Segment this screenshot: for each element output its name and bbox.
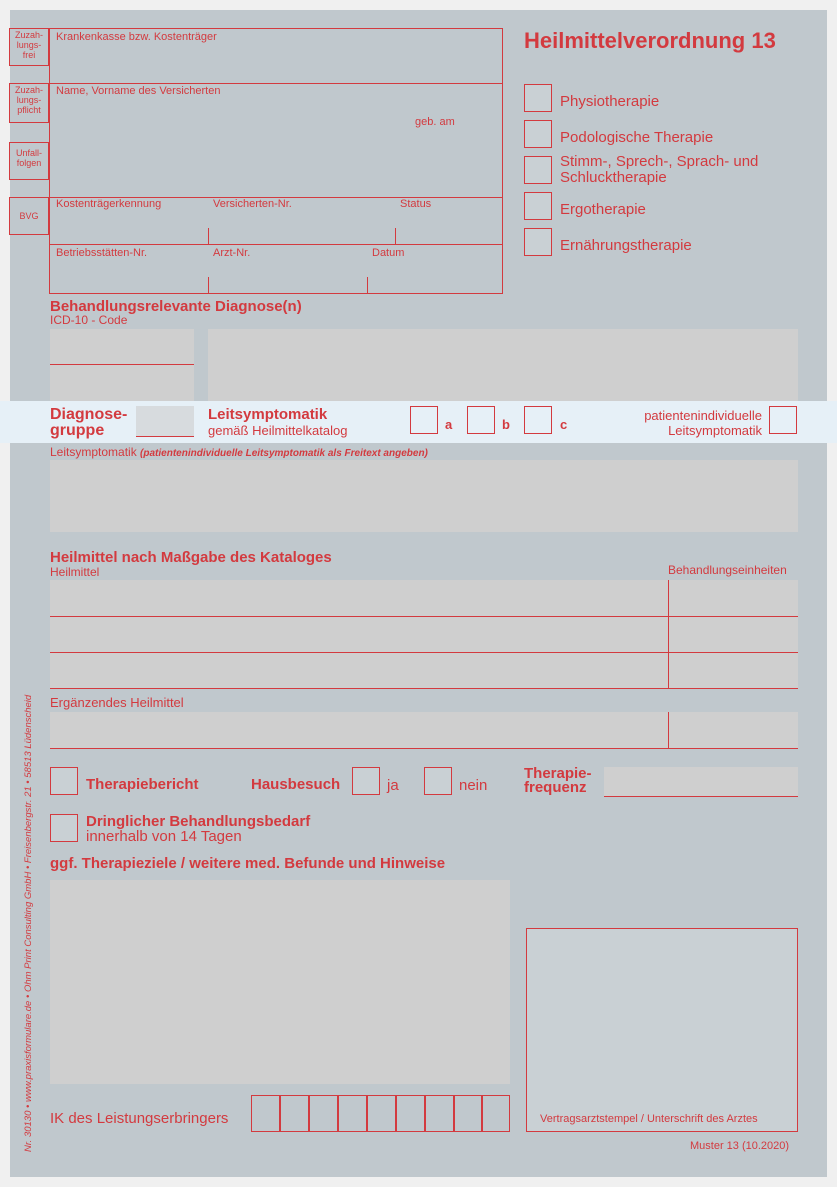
ik-digit-cell[interactable] (454, 1095, 483, 1132)
insurer-id-label: Kostenträgerkennung (56, 198, 162, 210)
side-box-line: lungs- (16, 40, 42, 50)
frequency-field[interactable] (604, 767, 798, 797)
physiotherapie-checkbox[interactable] (524, 84, 552, 112)
insured-no-label: Versicherten-Nr. (213, 198, 292, 210)
side-box-zuzahlungsfrei[interactable] (9, 28, 49, 66)
freetext-label (50, 445, 428, 459)
dob-label: geb. am (415, 116, 455, 128)
diagnosis-group-line: Diagnose- (50, 406, 128, 423)
divider (50, 688, 798, 689)
house-call-yes-checkbox[interactable] (352, 767, 380, 795)
divider (49, 83, 503, 84)
form-title: Heilmittelverordnung 13 (524, 28, 776, 53)
ik-digit-cell[interactable] (481, 1095, 510, 1132)
side-box-unfallfolgen[interactable] (9, 142, 49, 180)
frequency-label (524, 767, 592, 795)
side-box-bvg[interactable] (9, 197, 49, 235)
insured-name-label: Name, Vorname des Versicherten (56, 85, 221, 97)
supplementary-field[interactable] (50, 712, 798, 748)
freetext-field[interactable] (50, 460, 798, 532)
leitsymptomatik-title: Leitsymptomatik (208, 406, 328, 423)
ik-label: IK des Leistungserbringers (50, 1110, 229, 1127)
patient-individual-line: Leitsymptomatik (668, 423, 762, 438)
divider (395, 228, 396, 244)
diagnosis-group-label (50, 407, 127, 439)
side-box-line: frei (22, 50, 36, 60)
doctor-stamp-label: Vertragsarztstempel / Unterschrift des Arztes (540, 1113, 758, 1125)
diagnosis-heading: Behandlungsrelevante Diagnose(n) (50, 298, 302, 315)
vertical-imprint: Nr. 30130 • www.praxisformulare.de • Ohm Print Consulting GmbH • Freisenbergstr. 21 • 58513 Lüdenscheid (23, 694, 34, 1152)
therapy-report-checkbox[interactable] (50, 767, 78, 795)
remedies-heading: Heilmittel nach Maßgabe des Kataloges (50, 549, 332, 566)
option-c-label: c (560, 417, 568, 432)
doctor-no-label: Arzt-Nr. (213, 247, 251, 259)
doctor-stamp-box[interactable] (526, 928, 798, 1132)
option-a-label: a (445, 417, 453, 432)
insured-name-field[interactable] (50, 98, 502, 196)
ernaehrung-label: Ernährungstherapie (560, 237, 692, 254)
diagnosis-text-field[interactable] (208, 329, 798, 401)
supplementary-label: Ergänzendes Heilmittel (50, 695, 184, 710)
side-box-line: pflicht (17, 105, 41, 115)
side-box-line: Zuzah- (14, 85, 43, 95)
divider (367, 277, 368, 294)
urgent-label: Dringlicher Behandlungsbedarf (86, 813, 311, 830)
patient-individual-checkbox[interactable] (769, 406, 797, 434)
podologie-checkbox[interactable] (524, 120, 552, 148)
insurer-field[interactable] (50, 44, 502, 82)
ik-digit-cell[interactable] (338, 1095, 367, 1132)
option-a-checkbox[interactable] (410, 406, 438, 434)
goals-heading: ggf. Therapieziele / weitere med. Befunde und Hinweise (50, 855, 446, 872)
option-b-label: b (502, 417, 510, 432)
divider (50, 616, 798, 617)
stimm-sprech-checkbox[interactable] (524, 156, 552, 184)
remedy-column-label: Heilmittel (50, 565, 100, 579)
status-label: Status (400, 198, 432, 210)
diagnosis-group-field[interactable] (136, 406, 194, 437)
date-label: Datum (372, 247, 405, 259)
divider (50, 364, 194, 365)
patient-individual-line: patientenindividuelle (644, 408, 762, 423)
freetext-hint: (patientenindividuelle Leitsymptomatik als Freitext angeben) (140, 448, 428, 459)
option-c-checkbox[interactable] (524, 406, 552, 434)
remedy-table[interactable] (50, 580, 798, 688)
ik-digit-cell[interactable] (367, 1095, 396, 1132)
ergotherapie-label: Ergotherapie (560, 201, 646, 218)
ik-digit-cell[interactable] (396, 1095, 425, 1132)
house-call-no-checkbox[interactable] (424, 767, 452, 795)
form-version: Muster 13 (10.2020) (690, 1140, 790, 1152)
frequency-line: Therapie- (524, 765, 592, 782)
side-box-zuzahlungspflicht[interactable] (9, 83, 49, 123)
ik-digit-cell[interactable] (251, 1095, 280, 1132)
ik-digit-cell[interactable] (425, 1095, 454, 1132)
ik-digit-cell[interactable] (280, 1095, 309, 1132)
ernaehrung-checkbox[interactable] (524, 228, 552, 256)
side-box-line: Zuzah- (14, 30, 43, 40)
option-b-checkbox[interactable] (467, 406, 495, 434)
podologie-label: Podologische Therapie (560, 129, 714, 146)
ergotherapie-checkbox[interactable] (524, 192, 552, 220)
house-call-no-label: nein (459, 777, 488, 794)
physiotherapie-label: Physiotherapie (560, 93, 660, 110)
ik-digit-cell[interactable] (309, 1095, 338, 1132)
icd-label: ICD-10 - Code (50, 313, 128, 327)
frequency-line: frequenz (524, 779, 587, 796)
divider (208, 277, 209, 294)
urgent-checkbox[interactable] (50, 814, 78, 842)
divider (208, 228, 209, 244)
divider (49, 244, 503, 245)
house-call-label: Hausbesuch (251, 776, 341, 793)
therapy-report-label: Therapiebericht (86, 776, 199, 793)
side-box-line: Unfall- (15, 148, 42, 158)
divider (668, 712, 669, 748)
icd-code-field[interactable] (50, 329, 194, 401)
side-box-line: lungs- (16, 95, 42, 105)
stimm-sprech-label: Stimm-, Sprech-, Sprach- und Schlucktherapie (560, 153, 759, 186)
divider (668, 580, 669, 688)
divider (50, 652, 798, 653)
diagnosis-group-line: gruppe (50, 422, 105, 439)
side-box-line: BVG (19, 211, 39, 221)
site-no-label: Betriebsstätten-Nr. (56, 247, 148, 259)
divider (50, 748, 798, 749)
urgent-sublabel: innerhalb von 14 Tagen (86, 828, 242, 845)
insurer-label: Krankenkasse bzw. Kostenträger (56, 31, 217, 43)
freetext-label-text: Leitsymptomatik (50, 445, 137, 459)
goals-field[interactable] (50, 880, 510, 1084)
patient-individual-label (600, 408, 762, 438)
units-column-label: Behandlungseinheiten (668, 563, 787, 577)
side-box-line: folgen (16, 158, 42, 168)
leitsymptomatik-subtitle: gemäß Heilmittelkatalog (208, 423, 348, 438)
house-call-yes-label: ja (387, 777, 399, 794)
